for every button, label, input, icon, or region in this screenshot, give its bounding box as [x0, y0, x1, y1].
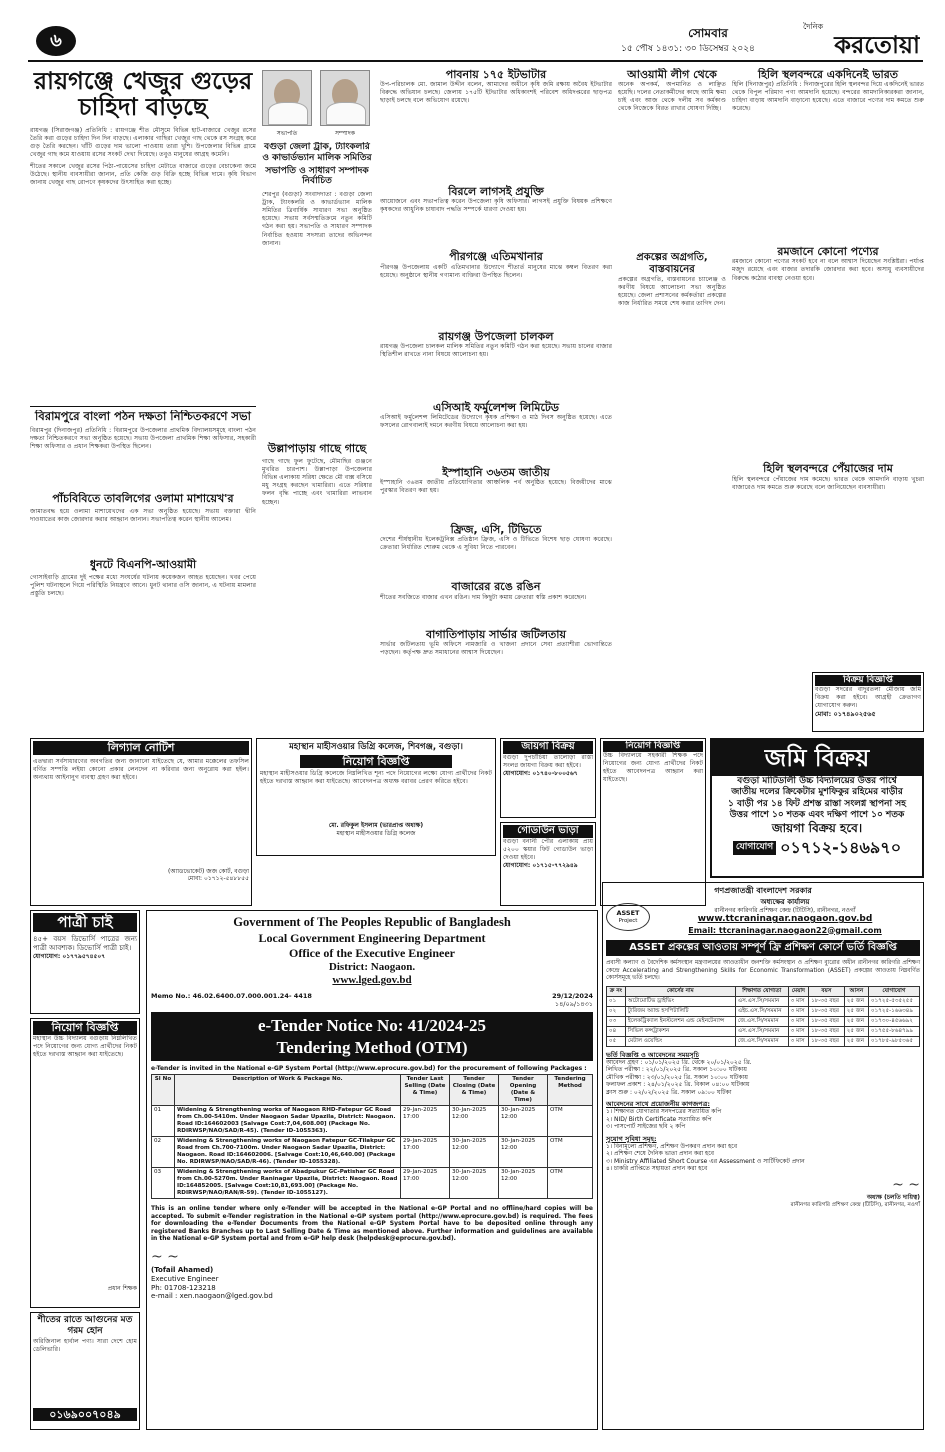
land-sale-ad	[500, 738, 596, 818]
asset-doc-item: ২। NID/ Birth Certificate সত্যায়িত কপি	[606, 1115, 712, 1123]
asset-schedule-title: ভর্তি বিজ্ঞপ্তি ও আবেদনের সময়সূচি	[606, 1050, 700, 1059]
asset-office-2: রানীনগর কারিগরি প্রশিক্ষণ কেন্দ্র (টিটিসি), রানীনগর, নওগাঁ	[714, 906, 856, 914]
recruitment-notice-2	[600, 738, 706, 906]
photo-caption-left: সভাপতি	[276, 130, 298, 137]
article-title: বিরামপুরে বাংলা পঠন দক্ষতা নিশ্চিতকরণে সভা	[35, 410, 251, 423]
article-body: আয়োজনে এবং সভাপতিত্ব করেন উপজেলা কৃষি অফিসার। লাগসই প্রযুক্তি বিষয়ক প্রশিক্ষণে কৃষকদের আধুনিক চাষাবাদ পদ্ধতি সম্পর্কে ধারণা দেওয়া হয়।	[380, 198, 612, 214]
header-paper-name: করতোয়া	[834, 31, 920, 59]
table-cell: 29-Jan-2025 17:00	[401, 1106, 450, 1137]
lead-title-2: চাহিদা বাড়ছে	[78, 93, 208, 122]
table-row	[607, 1006, 920, 1016]
table-cell: 29-Jan-2025 17:00	[401, 1137, 450, 1168]
article-title: হিলি স্থলবন্দরে একদিনেই ভারত	[757, 68, 899, 81]
asset-intro: প্রবাসী কল্যাণ ও বৈদেশিক কর্মসংস্থান মন্ত্রণালয়ের আওতাধীন জনশক্তি কর্মসংস্থান ও প্রশিক্ষণ ব্যুরোর অধীন রানীনগর কারিগরি প্রশিক্ষণ কেন্দ্রে Accelerating and Strengthening Skills for Economic Transformation (ASSET) প্রকল্পের আওতায় নিম্নবর্ণিত কোর্সসমূহে ভর্তি চলছে।	[606, 960, 920, 982]
land-sale-body: বগুড়া দুপচাঁচিয়া তালোড়া রাস্তা সংলগ্ন জায়গা বিক্রয় করা হইবে।	[503, 753, 593, 769]
article-body: হিলি (দিনাজপুর) প্রতিনিধি : দিনাজপুরের হিলি স্থলবন্দর দিয়ে একদিনেই ভারত থেকে বিপুল পরিমাণ পণ্য আমদানি হয়েছে। বন্দরের আমদানিকারকরা জানান, চাহিদা বাড়ায় আমদানি বাড়ানো হয়েছে। এতে বাজারে পণ্যের দাম কমতে শুরু করেছে।	[732, 81, 924, 113]
article-title: রায়গঞ্জ উপজেলা চালকল	[438, 329, 554, 343]
tender-district: District: Naogaon.	[328, 960, 416, 973]
asset-signature: ~ ~	[892, 1176, 920, 1193]
table-cell: 02	[152, 1137, 175, 1168]
asset-gov: গণপ্রজাতন্ত্রী বাংলাদেশ সরকার	[714, 886, 812, 895]
col3-stack	[380, 68, 612, 730]
table-cell: ১৮-৩৫ বছর	[809, 1016, 845, 1026]
article-body: বিরামপুর (দিনাজপুর) প্রতিনিধি : বিরামপুরে উপজেলার প্রাথমিক বিদ্যালয়সমূহে বাংলা পঠন দক্ষতা নিশ্চিতকরণে সভা অনুষ্ঠিত হয়েছে। সভায় উপজেলা প্রাথমিক শিক্ষা অফিসার, সহকারী শিক্ষা অফিসার ও প্রধান শিক্ষকরা উপস্থিত ছিলেন।	[30, 426, 256, 450]
land-big-phone: ০১৭১২-১৪৬৯৭০	[780, 838, 902, 857]
article-title: পাঁচবিবিতে তাবলিগের ওলামা মাশায়েখ'র	[52, 492, 234, 505]
land-big-line: বগুড়া মাটিডালী উচ্চ বিদ্যালয়ের উত্তর পার্শ্বে	[737, 776, 897, 786]
table-cell: ট্যুরিজম অ্যান্ড হসপিটালিটি	[625, 1006, 735, 1016]
table-cell: ৩ মাস	[788, 996, 808, 1006]
tender-web-link[interactable]: www.lged.gov.bd	[332, 974, 412, 987]
table-header: বয়স	[809, 986, 845, 996]
legal-notice-title: লিগ্যাল নোটিশ	[33, 741, 249, 755]
asset-schedule-item: লিখিত পরীক্ষা : ২২/০১/২০২৫ খ্রি. সকাল ১০:০০ ঘটিকায়	[606, 1066, 747, 1074]
col4-stack	[618, 68, 726, 730]
tender-sign-name: (Tofail Ahamed)	[151, 1266, 214, 1275]
land-big-phone-label: যোগাযোগ	[733, 841, 776, 854]
table-cell: 03	[152, 1168, 175, 1199]
table-cell: ০২	[607, 1006, 626, 1016]
asset-schedule-item: ফলাফল প্রকাশ : ২৪/০১/২০২৫ খ্রি. বিকাল ০৪:০০ ঘটিকায়	[606, 1081, 750, 1089]
recruitment-sign: প্রধান শিক্ষক	[107, 1284, 137, 1292]
asset-note-item: ৩। Ministry Affiliated Short Course এর Assessment ও সার্টিফিকেট প্রদান	[606, 1157, 805, 1165]
article-body: সার্ভার জটিলতায় ভূমি অফিসে নামজারি ও খাজনা প্রদানে সেবা প্রত্যাশীরা ভোগান্তিতে পড়ছেন। কর্তৃপক্ষ দ্রুত সমাধানের আশ্বাস দিয়েছেন।	[380, 640, 612, 656]
lead-body: রায়গঞ্জ (সিরাজগঞ্জ) প্রতিনিধি : রায়গঞ্জে শীত মৌসুমে বিভিন্ন হাট-বাজারে খেজুর রসের তৈরি করা গুড়ের চাহিদা দিন দিন বাড়ছে। এলাকার গাছিরা খেজুর গাছ থেকে রস সংগ্রহ করে গুড় তৈরি করছেন। খাঁটি গুড়ের দাম ভালো পাওয়ায় তারা খুশি। উপজেলার বিভিন্ন গ্রামে খেজুর গাছ কমে যাওয়ায় রসের সংকট দেখা দিয়েছে। তবুও মানুষের আগ্রহ কমেনি।	[30, 126, 256, 158]
col5-stack	[732, 68, 924, 668]
article-dhunat	[30, 558, 256, 728]
table-cell: ২৫ জন	[844, 996, 868, 1006]
table-cell: ১৮-৩৫ বছর	[809, 1026, 845, 1036]
table-cell: 30-Jan-2025 12:00	[450, 1168, 499, 1199]
article-body: পীরগঞ্জ উপজেলায় একটি এতিমখানার উদ্যোগে শীতার্ত মানুষের মাঝে কম্বল বিতরণ করা হয়েছে। অনুষ্ঠানে স্থানীয় গণ্যমান্য ব্যক্তিরা উপস্থিত ছিলেন।	[380, 263, 612, 279]
table-cell: ৩ মাস	[788, 1006, 808, 1016]
table-cell: ৩ মাস	[788, 1026, 808, 1036]
table-header: Tendering Method	[548, 1075, 593, 1106]
legal-notice-sign: (অ্যাডভোকেট) জজ কোর্ট, বগুড়া	[168, 867, 249, 875]
table-cell: ৩ মাস	[788, 1016, 808, 1026]
table-row	[152, 1168, 593, 1199]
recruitment-title: নিয়োগ বিজ্ঞপ্তি	[603, 741, 703, 752]
recruitment-title: নিয়োগ বিজ্ঞপ্তি	[33, 1021, 137, 1035]
land-sale-phone: যোগাযোগ: ০১৭৪০-৮০০৫৬৭	[503, 769, 578, 777]
table-header: Tender Last Selling (Date & Time)	[401, 1075, 450, 1106]
tender-memo: Memo No.: 46.02.6400.07.000.001.24- 4418	[151, 992, 312, 1001]
photo-caption-right: সম্পাদক	[334, 130, 355, 137]
tender-sign-title: Executive Engineer	[151, 1274, 219, 1283]
table-cell: 30-Jan-2025 12:00	[499, 1106, 548, 1137]
asset-title: ASSET প্রকল্পের আওতায় সম্পূর্ণ ফ্রি প্রশিক্ষণ কোর্সে ভর্তি বিজ্ঞপ্তি	[606, 940, 920, 957]
article-title: হিলি স্থলবন্দরে পেঁয়াজের দাম	[763, 462, 893, 476]
article-body: উপ-পরিচালক মো. জামাল উদ্দীন বলেন, আমাদের অধীনে কৃষি জমি রক্ষায় অবৈধ ইটভাটার বিরুদ্ধে অভিযান চলছে। জেলায় ১৭৫টি ইটভাটার অধিকাংশই পরিবেশ অধিদপ্তরের ছাড়পত্র ছাড়াই চলছে বলে অভিযোগ রয়েছে।	[380, 81, 612, 105]
article-body: রায়গঞ্জ উপজেলা চালকল মালিক সমিতির নতুন কমিটি গঠন করা হয়েছে। সভায় চালের বাজার স্থিতিশীল রাখতে নানা বিষয়ে আলোচনা হয়।	[380, 342, 612, 358]
table-header: আসন	[844, 986, 868, 996]
article-body: রমজানে কোনো পণ্যের সংকট হবে না বলে আশ্বাস দিয়েছেন সংশ্লিষ্টরা। পর্যাপ্ত মজুদ রয়েছে এবং বাজার তদারকি জোরদার করা হবে। অসাধু ব্যবসায়ীদের বিরুদ্ধে কঠোর ব্যবস্থা নেওয়া হবে।	[732, 258, 924, 282]
table-cell: ২৫ জন	[844, 1036, 868, 1046]
article-title: পীরগঞ্জে এতিমখানার	[449, 250, 543, 264]
table-row	[152, 1137, 593, 1168]
land-sale-title: জায়গা বিক্রয়	[503, 741, 593, 754]
table-cell: ২৫ জন	[844, 1016, 868, 1026]
table-header: শিক্ষাগত যোগ্যতা	[735, 986, 788, 996]
asset-office: অধ্যক্ষের কার্যালয়	[760, 898, 810, 906]
article-body: এসিআই ফর্মুলেশন্স লিমিটেডের উদ্যোগে কৃষক প্রশিক্ষণ ও মাঠ দিবস অনুষ্ঠিত হয়েছে। এতে ফসলের রোগবালাই দমনে করণীয় বিষয়ে আলোচনা করা হয়।	[380, 413, 612, 429]
asset-schedule-item: মৌখিক পরীক্ষা : ২৩/০১/২০২৫ খ্রি. সকাল ১০:০০ ঘটিকায়	[606, 1073, 748, 1081]
tender-gov: Government of The Peoples Republic of Bangladesh	[233, 915, 511, 929]
legal-notice	[30, 738, 252, 906]
article-birampur	[30, 410, 256, 488]
tender-signature: ~ ~	[151, 1248, 179, 1265]
sale-notice-phone: মোবা: ০১৭৪৯০২৫৬৫	[815, 710, 876, 719]
table-header: মেয়াদ	[788, 986, 808, 996]
article-body: অনেক অপকর্ম, অপমানিত ও লাঞ্ছিত হয়েছি। দলের নেতাকর্মীদের কাছে আমি ক্ষমা চাই এবং আজ থেকে দলীয় সব কর্মকাণ্ড থেকে নিজেকে বিরত রাখার ঘোষণা দিচ্ছি।	[618, 81, 726, 113]
article-title: বগুড়া জেলা ট্রাক, ট্যাংকলরি ও কাভার্ডভ্যান মালিক সমিতির	[262, 142, 372, 163]
land-big-line: ১ বাড়ী পর ১৪ ফিট প্রশস্ত রাস্তা সংলগ্ন স্থাপনা সহ	[728, 798, 906, 809]
header-date: ১৫ পৌষ ১৪৩১: ৩০ ডিসেম্বর ২০২৪	[621, 44, 755, 54]
table-row	[607, 1036, 920, 1046]
asset-schedule-item: আবেদন গ্রহণ : ০১/০১/২০২৫ খ্রি. থেকে ২০/০১/২০২৫ খ্রি.	[606, 1058, 752, 1066]
asset-sign-2: রানীনগর কারিগরি প্রশিক্ষণ কেন্দ্র (টিটিসি), রানীনগর, নওগাঁ	[790, 1201, 920, 1208]
table-cell: ০১৭৫৫-৮৬৪৭৯৯	[869, 1026, 920, 1036]
bride-phone: যোগাযোগ: ০১৭৭৯৫৭৪৫০৭	[33, 952, 106, 960]
table-cell: মেটাল ওয়েল্ডিং	[625, 1036, 735, 1046]
article-title: পাবনায় ১৭৫ ইটভাটার	[445, 68, 547, 81]
table-header: Description of Work & Package No.	[175, 1075, 401, 1106]
land-sale-big-ad	[710, 738, 924, 878]
table-cell: ০১	[607, 996, 626, 1006]
tender-table	[151, 1074, 593, 1199]
college-notice-title: নিয়োগ বিজ্ঞপ্তি	[300, 755, 452, 769]
table-row	[607, 996, 920, 1006]
article-body: দেশের শীর্ষস্থানীয় ইলেকট্রনিক্স প্রতিষ্ঠান ফ্রিজ, এসি ও টিভিতে বিশেষ ছাড় ঘোষণা করেছে। ক্রেতারা নির্ধারিত শোরুম থেকে এ সুবিধা নিতে পারবেন।	[380, 536, 612, 552]
table-row	[152, 1106, 593, 1137]
asset-email[interactable]: Email: ttcraninagar.naogaon22@gmail.com	[688, 925, 882, 935]
lead-title-1: রায়গঞ্জে খেজুর গুড়ের	[33, 68, 253, 95]
table-cell: এস.এস.সি/সমমান	[735, 996, 788, 1006]
land-big-line: জায়গা বিক্রয় হবে।	[771, 821, 863, 835]
asset-note-item: ১। বিনামূল্যে প্রশিক্ষণ, প্রশিক্ষণ উপকরণ প্রদান করা হবে	[606, 1142, 738, 1150]
table-cell: 01	[152, 1106, 175, 1137]
article-title: ফ্রিজ, এসি, টিভিতে	[450, 523, 542, 537]
asset-logo-label: ASSET	[616, 908, 640, 917]
bride-title: পাত্রী চাই	[33, 913, 137, 932]
header-day: সোমবার	[688, 26, 728, 40]
sale-notice-body: বগুড়া সদরের বাদুরতলা মৌজায় জমি বিক্রয় করা হইবে। আগ্রহী ক্রেতাগণ যোগাযোগ করুন।	[815, 686, 921, 710]
table-cell: 30-Jan-2025 12:00	[450, 1137, 499, 1168]
photo-secretary	[320, 70, 370, 130]
table-cell: Widening & Strengthening works of Naogaon Fatepur GC-Tilakpur GC Road from Ch.700-7100m. Under Naogaon Sadar Upazila, District: Naogaon. Road ID:164602006. [Salvage Cost:10,46,640.00] (Package No. RDIRWSP/NAO/SAD/R-46). (Tender ID-1055328).	[175, 1137, 401, 1168]
tender-footer: This is an online tender where only e-Tender will be accepted in the National e-GP Portal and no offline/hard copies will be accepted. To submit e-Tender registration in the National e-GP system portal (http://www.eprocure.gov.bd) is required. The fees for downloading the e-Tender Documents from the National e-GP System Portal have to be deposited online through any registered Banks Branches up to Last Selling Date & Time as mentioned above. Further information and guidelines are available in the National e-GP System portal and from e-GP help desk (helpdesk@eprocure.gov.bd).	[151, 1205, 593, 1243]
winter-product-ad	[30, 1312, 140, 1430]
article-title: বাজারের রঙে রঙিন	[451, 580, 541, 594]
tender-title: e-Tender Notice No: 41/2024-25	[257, 1016, 487, 1036]
winter-title: শীতের রাতে আগুনের মত গরম হোন	[37, 1315, 133, 1337]
table-cell: 30-Jan-2025 12:00	[499, 1168, 548, 1199]
legal-notice-phone: মোবা: ০১৭১২-৫৪৮৮৫৫	[187, 875, 249, 883]
bride-body: ৪৫+ বয়স ডিভোর্সি পাত্রের জন্য পাত্রী আবশ্যক। ডিভোর্সি পাত্রী চাই।	[33, 934, 137, 952]
table-cell: Widening & Strengthening works of Abadpukur GC-Patishar GC Road from Ch.00-5270m. Under Raninagar Upazila, District: Naogaon. Road ID:164852005. [Salvage Cost:10,81,693.00] (Package No. RDIRWSP/NAO/RAN/R-59). (Tender ID-1055127).	[175, 1168, 401, 1199]
article-title: বিরলে লাগসই প্রযুক্তি	[448, 185, 544, 199]
asset-doc-item: ৩। পাসপোর্ট সাইজের ছবি ২ কপি	[606, 1123, 686, 1131]
masthead	[28, 20, 923, 62]
lead-body-2: শীতের সকালে খেজুর রসের পিঠা-পায়েসের চাহিদা মেটাতে বাজারে গুড়ের বেচাকেনা জমে উঠেছে। স্থানীয় ব্যবসায়ীরা জানান, প্রতি কেজি গুড় বিক্রি হচ্ছে বিভিন্ন দামে। কৃষি বিভাগ জানায় খেজুর গাছ রোপণে কৃষকদের উৎসাহিত করা হচ্ছে।	[30, 163, 256, 187]
asset-notes-title: সুযোগ সুবিধা সমূহ:	[606, 1134, 657, 1143]
land-big-title: জমি বিক্রয়	[712, 740, 922, 776]
article-subtitle: সভাপতি ও সাধারণ সম্পাদক নির্বাচিত	[265, 165, 369, 187]
college-name: মহাস্থান মাহীসওয়ার ডিগ্রি কলেজ, শিবগঞ্জ, বগুড়া।	[289, 742, 463, 752]
land-big-line: জাতীয় দলের ক্রিকেটার মুশফিকুর রহিমের বাড়ীর	[731, 787, 903, 798]
asset-ttc-notice	[602, 882, 924, 1430]
asset-course-table	[606, 986, 920, 1047]
tender-sign-email: e-mail : xen.naogaon@lged.gov.bd	[151, 1292, 273, 1301]
article-title: ধুনটে বিএনপি-আওয়ামী	[89, 558, 197, 571]
table-cell: OTM	[548, 1137, 593, 1168]
table-cell: জে.এস.সি/সমমান	[735, 1016, 788, 1026]
table-header: Tender Opening (Date & Time)	[499, 1075, 548, 1106]
article-ullapara	[262, 442, 372, 728]
table-cell: ০৫	[607, 1036, 626, 1046]
tender-dept: Local Government Engineering Department	[258, 930, 486, 945]
article-body: গোসাইবাড়ি গ্রামের দুই পক্ষের মধ্যে সংঘর্ষের ঘটনায় কয়েকজন আহত হয়েছেন। খবর পেয়ে পুলিশ ঘটনাস্থলে গিয়ে পরিস্থিতি নিয়ন্ত্রণে আনে। ধুনট থানার ওসি জানান, এ ঘটনায় মামলার প্রস্তুতি চলছে।	[30, 574, 256, 598]
table-cell: সিভিল কন্সট্রাকশন	[625, 1026, 735, 1036]
page-number-badge: ৬	[36, 26, 76, 56]
asset-docs-title: আবেদনের সাথে প্রয়োজনীয় কাগজপত্র:	[606, 1100, 710, 1109]
table-cell: ১৮-৩৫ বছর	[809, 1036, 845, 1046]
header-paper-small: দৈনিক	[803, 22, 824, 31]
table-header: কোর্সের নাম	[625, 986, 735, 996]
bride-wanted-ad	[30, 910, 140, 1014]
article-truck-assoc	[262, 142, 372, 422]
divider	[30, 406, 256, 407]
table-cell: ইলেকট্রিক্যাল ইনস্টলেশন এন্ড মেইনটেন্যান্স	[625, 1016, 735, 1026]
tender-sign-phone: Ph: 01708-123218	[151, 1283, 216, 1292]
table-header: Sl No	[152, 1075, 175, 1106]
article-title: রমজানে কোনো পণ্যের	[777, 245, 879, 259]
table-cell: ০১৭২৫-৫৩৫২৫৫	[869, 996, 920, 1006]
legal-notice-body: এতদ্বারা সর্বসাধারণের অবগতির জন্য জানানো যাইতেছে যে, আমার মক্কেলের তফসিল বর্ণিত সম্পত্তি লইয়া কোনো প্রকার লেনদেন না করিবার জন্য অনুরোধ করা হইল। অন্যথায় আইনানুগ ব্যবস্থা গ্রহণ করা হইবে।	[33, 757, 249, 781]
table-cell: ০৩	[607, 1016, 626, 1026]
table-cell: এস.এস.সি/সমমান	[735, 1026, 788, 1036]
table-cell: 29-Jan-2025 17:00	[401, 1168, 450, 1199]
recruitment-body: উচ্চ বিদ্যালয়ে সহকারী শিক্ষক পদে নিয়োগের জন্য যোগ্য প্রার্থীদের নিকট হইতে আবেদনপত্র আহ্বান করা যাইতেছে।	[603, 752, 703, 784]
asset-note-item: ৪। চাকরি প্রাপ্তিতে সহায়তা প্রদান করা হবে	[606, 1165, 708, 1173]
asset-web[interactable]: www.ttcraninagar.naogaon.gov.bd	[697, 914, 873, 925]
article-body: গাছে গাছে ফুল ফুটেছে, মৌমাছির গুঞ্জনে মুখরিত চারপাশ। উল্লাপাড়া উপজেলার বিভিন্ন এলাকায় সরিষা ক্ষেতে মৌ বাক্স বসিয়ে মধু সংগ্রহ করছেন খামারিরা। এতে সরিষার ফলন বৃদ্ধি পাচ্ছে এবং খামারিরা লাভবান হচ্ছেন।	[262, 458, 372, 506]
article-body: প্রকল্পের অগ্রগতি, বাস্তবায়নের চ্যালেঞ্জ ও করণীয় বিষয়ে আলোচনা সভা অনুষ্ঠিত হয়েছে। জেলা প্রশাসনের কর্মকর্তারা প্রকল্পের কাজ নির্ধারিত সময়ে শেষ করার তাগিদ দেন।	[618, 276, 726, 308]
table-cell: অটোমোটিভ ড্রাইভিং	[625, 996, 735, 1006]
article-title: প্রকল্পের অগ্রগতি, বাস্তবায়নের	[636, 252, 708, 276]
table-cell: ০৪	[607, 1026, 626, 1036]
table-cell: জে.এস.সি/সমমান	[735, 1036, 788, 1046]
asset-doc-item: ১। শিক্ষাগত যোগ্যতার সনদপত্রের সত্যায়িত কপি	[606, 1108, 722, 1116]
godown-title: গোডাউন ভাড়া	[503, 825, 593, 838]
article-panchbibi	[30, 492, 256, 554]
table-cell: OTM	[548, 1168, 593, 1199]
table-cell: 30-Jan-2025 12:00	[499, 1137, 548, 1168]
table-cell: Widening & Strengthening works of Naogaon RHD-Fatepur GC Road from Ch.00-5410m. Under Naogaon Sadar Upazila, District: Naogaon. Road ID:164602003 [Salvage Cost:7,04,608.00] (Package No. RDIRWSP/NAO/SAD/R-45). (Tender ID-1055363).	[175, 1106, 401, 1137]
winter-phone: ০১৬৯০০৭০৪৯	[33, 1408, 137, 1422]
sale-notice-title: বিক্রয় বিজ্ঞপ্তি	[815, 675, 921, 686]
asset-logo-sub: Project	[618, 917, 638, 924]
table-cell: ১৮-৩৫ বছর	[809, 1006, 845, 1016]
table-cell: ০১৭২৫-১৬৬৩৪৯	[869, 1006, 920, 1016]
recruitment-body: মহাস্থান উচ্চ বিদ্যালয় বগুড়ায় নিম্নলিখিত পদে নিয়োগের জন্য যোগ্য প্রার্থীদের নিকট হইতে দরখাস্ত আহ্বান করা যাইতেছে।	[33, 1034, 137, 1058]
sale-notice-box	[812, 672, 924, 732]
table-header: Tender Closing (Date & Time)	[450, 1075, 499, 1106]
table-cell: ০১৭৩০-৪৫৬৬৯২	[869, 1016, 920, 1026]
article-title: এসিআই ফর্মুলেশন্স লিমিটেড	[432, 400, 560, 414]
godown-phone: যোগাযোগ: ০১৭১৫-৭৭২৯৪৯	[503, 861, 578, 869]
tender-intro: e-Tender is invited in the National e-GP System Portal (http://www.eprocure.gov.bd) for the procurement of following Packages :	[151, 1064, 587, 1072]
recruitment-notice-3	[30, 1018, 140, 1308]
asset-sign: অধ্যক্ষ (চলতি দায়িত্ব)	[866, 1194, 920, 1202]
lged-tender-notice	[146, 910, 598, 1430]
tender-office: Office of the Executive Engineer	[289, 945, 455, 960]
article-body: শীতের সবজিতে বাজার এখন রঙিন। দাম কিছুটা কমায় ক্রেতারা স্বস্তি প্রকাশ করেছেন।	[380, 593, 587, 601]
tender-date-en: 29/12/2024	[552, 992, 593, 1001]
godown-rent-ad	[500, 822, 596, 906]
article-title: আওয়ামী লীগ থেকে	[627, 68, 717, 81]
table-header: যোগাযোগ	[869, 986, 920, 996]
table-row	[607, 1016, 920, 1026]
table-row	[607, 1026, 920, 1036]
asset-schedule-item: ক্লাস শুরু : ০২/০২/২০২৫ খ্রি. সকাল ০৯:০০ ঘটিকা	[606, 1088, 732, 1096]
tender-date-bn: ১৪/০৯/১৪৩১	[554, 1000, 593, 1009]
table-cell: ২৫ জন	[844, 1026, 868, 1036]
table-cell: OTM	[548, 1106, 593, 1137]
college-notice	[256, 738, 496, 856]
table-cell: এইচ.এস.সি/সমমান	[735, 1006, 788, 1016]
table-header: ক্র নং	[607, 986, 626, 996]
article-title: উল্লাপাড়ায় গাছে গাছে	[267, 442, 367, 455]
photo-president	[262, 70, 312, 130]
college-sign: মো. রফিকুল ইসলাম (ভারপ্রাপ্ত অধ্যক্ষ)	[328, 822, 424, 830]
table-cell: ৩ মাস	[788, 1036, 808, 1046]
article-body: শেরপুর (বগুড়া) সংবাদদাতা : বগুড়া জেলা ট্রাক, ট্যাংকলরি ও কাভার্ডভ্যান মালিক সমিতির ত্রিবার্ষিক সাধারণ সভা অনুষ্ঠিত হয়েছে। সভায় সর্বসম্মতিক্রমে নতুন কমিটি গঠন করা হয়। সভাপতি ও সাধারণ সম্পাদক নির্বাচিত হওয়ায় সদস্যরা তাদের অভিনন্দন জানান।	[262, 191, 372, 247]
college-notice-body: মহাস্থান মাহীসওয়ার ডিগ্রি কলেজে নিম্নলিখিত শূন্য পদে নিয়োগের লক্ষ্যে যোগ্য প্রার্থীদের নিকট হইতে দরখাস্ত আহ্বান করা যাইতেছে। আবেদনপত্র অধ্যক্ষ বরাবর প্রেরণ করিতে হইবে।	[260, 770, 492, 786]
table-cell: ২৫ জন	[844, 1006, 868, 1016]
winter-body: অরিজিনাল হার্বাল পণ্য। সারা দেশে হোম ডেলিভারি।	[33, 1337, 137, 1353]
article-title: ইস্পাহানি ৩৬তম জাতীয়	[442, 465, 550, 479]
asset-note-item: ২। প্রশিক্ষণ শেষে দৈনিক ভাতা প্রদান করা হবে	[606, 1150, 714, 1158]
college-sign-2: মহাস্থান মাহীসওয়ার ডিগ্রি কলেজ	[336, 829, 416, 837]
table-cell: 30-Jan-2025 12:00	[450, 1106, 499, 1137]
article-body: ইস্পাহানি ৩৬তম জাতীয় প্রতিযোগিতার আঞ্চলিক পর্ব অনুষ্ঠিত হয়েছে। বিজয়ীদের মাঝে পুরস্কার বিতরণ করা হয়।	[380, 479, 612, 495]
lead-article	[30, 68, 256, 406]
godown-body: বগুড়া বনানী পৌর এলাকায় প্রায় ৫২০০ স্কয়ার ফিট গোডাউন ভাড়া দেওয়া হইবে।	[503, 837, 593, 861]
article-title: বাগাতিপাড়ায় সার্ভার জটিলতায়	[426, 627, 566, 641]
asset-logo	[606, 903, 650, 931]
article-body: জামাতবদ্ধ হয়ে ওলামা মাশায়েখদের এক সভা অনুষ্ঠিত হয়েছে। সভায় বক্তারা দ্বীনি দাওয়াতের কাজ জোরদার করার আহ্বান জানান। সভাপতিত্ব করেন স্থানীয় আলেম।	[30, 508, 256, 524]
tender-subtitle: Tendering Method (OTM)	[276, 1037, 468, 1057]
land-big-line: উত্তর পাশে ১০ শতক এবং দক্ষিণ পাশে ১০ শতক	[729, 809, 905, 820]
article-body: হিলি স্থলবন্দরে পেঁয়াজের দাম কমেছে। ভারত থেকে আমদানি বাড়ায় খুচরা বাজারেও দাম কমতে শুরু করেছে বলে জানিয়েছেন ব্যবসায়ীরা।	[732, 475, 924, 491]
table-cell: ১৮-৩৫ বছর	[809, 996, 845, 1006]
table-cell: ০১৭৮৫-৯৮৫৩৬৫	[869, 1036, 920, 1046]
